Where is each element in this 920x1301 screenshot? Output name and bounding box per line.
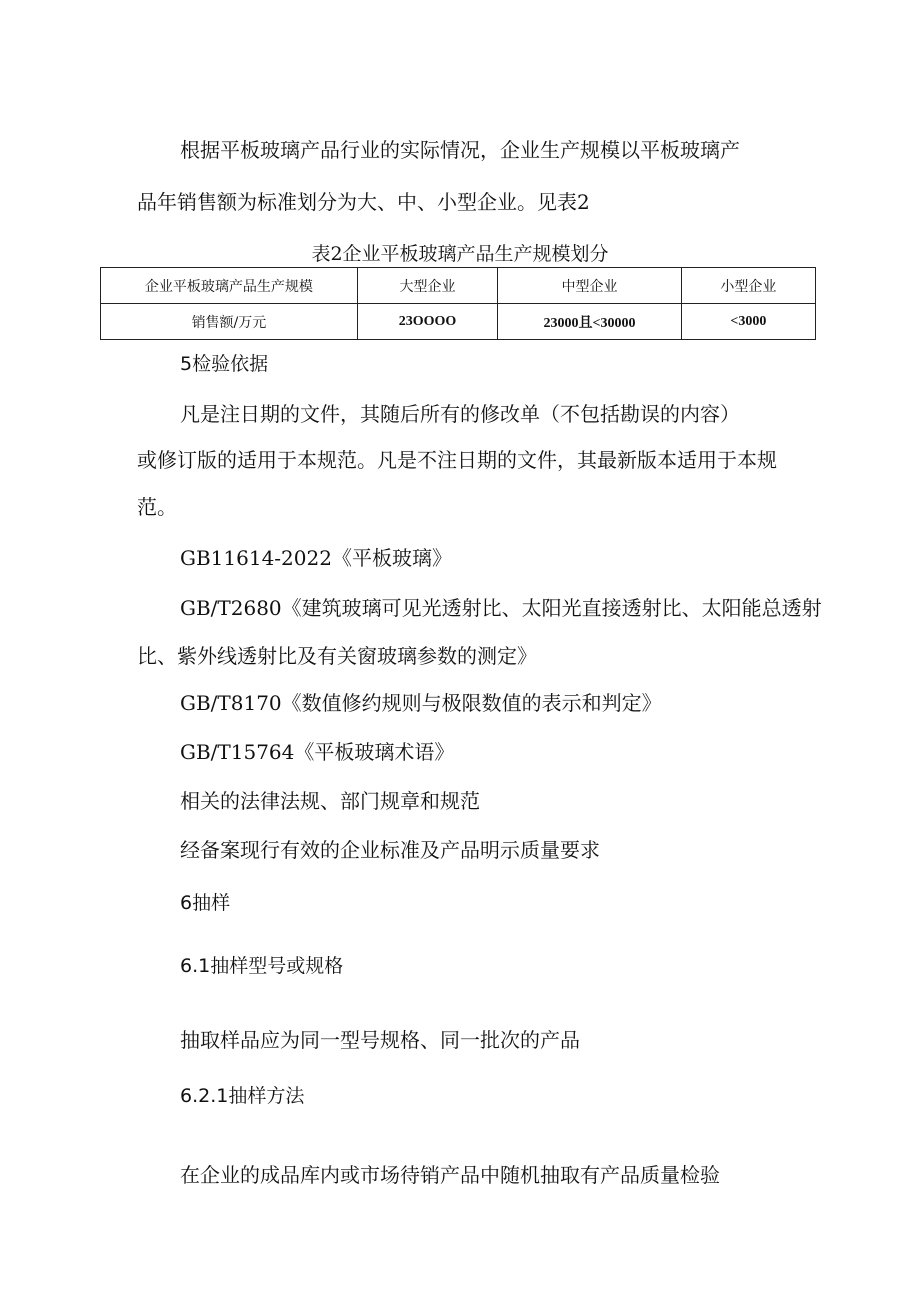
subsection-heading-6-2-1: 6.2.1抽样方法 bbox=[180, 1085, 305, 1107]
subsection-6-1-body: 抽取样品应为同一型号规格、同一批次的产品 bbox=[180, 1028, 580, 1052]
scale-table bbox=[100, 267, 816, 340]
section-heading-5: 5检验依据 bbox=[180, 353, 269, 375]
paragraph-scale-intro-line1: 根据平板玻璃产品行业的实际情况，企业生产规模以平板玻璃产 bbox=[180, 138, 740, 162]
subsection-6-2-1-body: 在企业的成品库内或市场待销产品中随机抽取有产品质量检验 bbox=[180, 1163, 720, 1187]
section5-body-line3: 范。 bbox=[137, 495, 177, 519]
table-cell: 23000且<30000 bbox=[498, 304, 682, 340]
reference-item-continued: 比、紫外线透射比及有关窗玻璃参数的测定》 bbox=[137, 644, 537, 668]
reference-item: GB/T8170《数值修约规则与极限数值的表示和判定》 bbox=[180, 691, 662, 715]
reference-item: GB/T15764《平板玻璃术语》 bbox=[180, 740, 455, 764]
table-header-cell: 小型企业 bbox=[681, 268, 815, 304]
table-cell: <3000 bbox=[681, 304, 815, 340]
table-header-cell: 中型企业 bbox=[498, 268, 682, 304]
reference-item: 经备案现行有效的企业标准及产品明示质量要求 bbox=[180, 838, 600, 862]
table-header-cell: 企业平板玻璃产品生产规模 bbox=[101, 268, 358, 304]
reference-item: 相关的法律法规、部门规章和规范 bbox=[180, 789, 480, 813]
table-caption: 表2企业平板玻璃产品生产规模划分 bbox=[311, 243, 609, 265]
paragraph-scale-intro-line2: 品年销售额为标准划分为大、中、小型企业。见表2 bbox=[137, 190, 590, 214]
reference-item: GB/T2680《建筑玻璃可见光透射比、太阳光直接透射比、太阳能总透射 bbox=[180, 596, 822, 620]
table-cell: 销售额/万元 bbox=[101, 304, 358, 340]
reference-item: GB11614-2022《平板玻璃》 bbox=[180, 546, 452, 570]
table-header-row bbox=[101, 268, 816, 304]
table-cell: 23OOOO bbox=[357, 304, 497, 340]
section-heading-6: 6抽样 bbox=[180, 892, 231, 914]
section5-body-line2: 或修订版的适用于本规范。凡是不注日期的文件，其最新版本适用于本规 bbox=[137, 448, 777, 472]
table-row bbox=[101, 304, 816, 340]
subsection-heading-6-1: 6.1抽样型号或规格 bbox=[180, 955, 344, 977]
section5-body-line1: 凡是注日期的文件，其随后所有的修改单（不包括勘误的内容） bbox=[180, 402, 740, 426]
table-header-cell: 大型企业 bbox=[357, 268, 497, 304]
